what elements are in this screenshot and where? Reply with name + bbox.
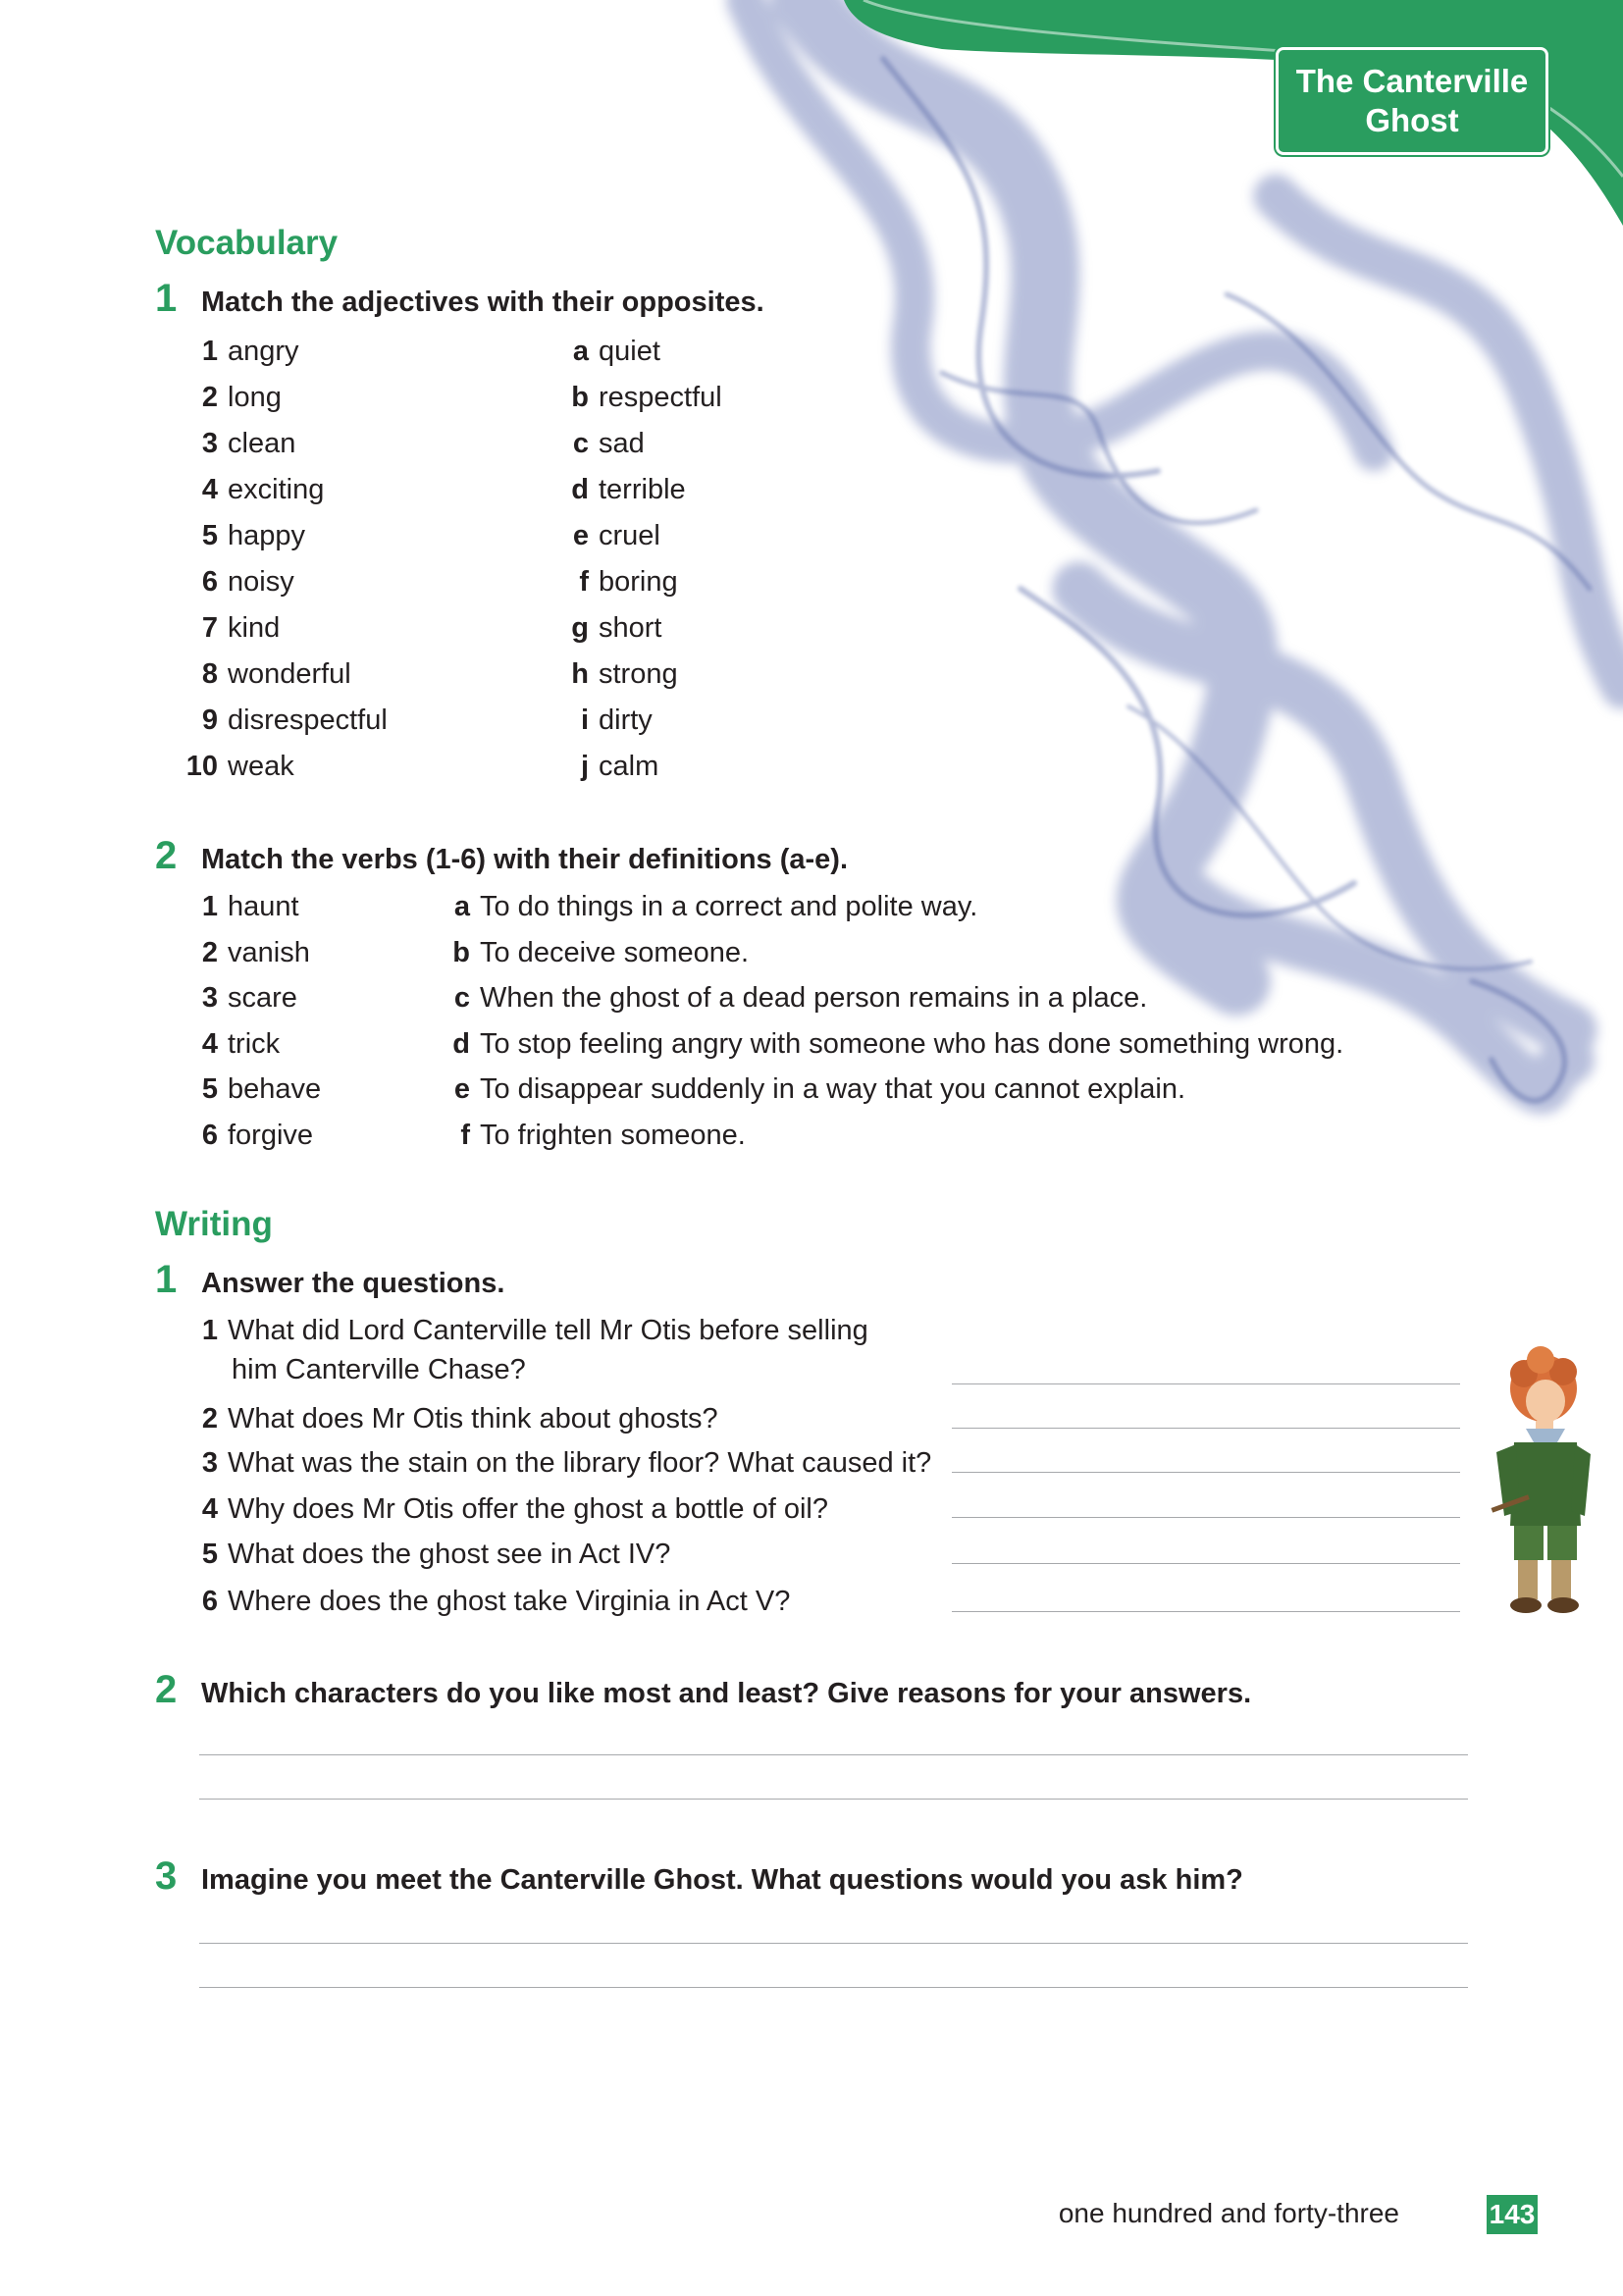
question-item [177,1586,790,1618]
question-item-number: 5 [201,1539,218,1570]
adjective-item-number: 9 [201,704,218,736]
definition-item [446,1120,746,1152]
question-item-number: 1 [201,1315,218,1346]
book-title-line2: Ghost [1365,102,1459,138]
opposite-item [569,704,653,737]
definition-item-text: To frighten someone. [480,1120,746,1151]
definition-item-number: d [452,1027,470,1060]
definition-item-number: c [453,982,470,1015]
answer-line-ex3-1[interactable] [199,1943,1468,1944]
book-title-line1: The Canterville [1295,63,1529,99]
adjective-item-text: wonderful [228,658,351,690]
adjective-item [177,612,280,645]
opposite-item-number: i [580,704,589,736]
adjective-item-text: noisy [228,566,294,598]
adjective-item-number: 8 [201,658,218,690]
definition-item-number: a [453,891,470,922]
adjective-item-text: happy [228,520,306,551]
writing-ex3-number: 3 [155,1854,178,1898]
verb-item-number: 1 [201,891,218,922]
opposite-item-number: h [571,658,589,690]
adjective-item-number: 5 [201,520,218,551]
definition-item [446,1028,1343,1061]
question-item-number: 3 [201,1447,218,1479]
verb-item-text: trick [228,1027,281,1060]
opposite-item-text: cruel [599,520,660,551]
verb-item-number: 2 [201,936,218,968]
adjective-item-text: kind [228,612,281,644]
definition-item [446,937,749,969]
answer-line-ex2-1[interactable] [199,1754,1468,1755]
adjective-item-number: 10 [185,751,218,782]
question-item-text: What did Lord Canterville tell Mr Otis before selling [228,1315,868,1346]
adjective-item-text: angry [228,336,299,367]
definition-item [446,891,977,923]
question-item-number: 2 [201,1403,218,1435]
adjective-item-number: 3 [201,428,218,459]
adjective-item-number: 6 [201,566,218,598]
verb-item-text: haunt [228,891,299,922]
verb-item [177,1073,321,1106]
adjective-item [177,336,299,368]
question-item-text: What does the ghost see in Act IV? [228,1539,671,1570]
definition-item-number: b [452,936,470,968]
verb-item-number: 4 [201,1027,218,1060]
vocabulary-heading: Vocabulary [155,224,339,262]
question-item [177,1315,868,1347]
verb-item [177,1120,313,1152]
opposite-item-number: e [572,520,589,551]
question-item [177,1493,828,1526]
vocab-ex1-instruction: Match the adjectives with their opposites. [201,287,764,318]
vocab-ex2-number: 2 [155,834,178,877]
opposite-item [569,658,678,691]
definition-item [446,982,1147,1015]
writing-heading: Writing [155,1205,273,1243]
page-number-badge: 143 [1487,2195,1538,2234]
verb-item [177,891,299,923]
vocab-ex2-instruction: Match the verbs (1-6) with their definitions (a-e). [201,844,849,875]
definition-item-text: To disappear suddenly in a way that you cannot explain. [480,1073,1186,1106]
adjective-item-number: 4 [201,474,218,505]
question-item-text: What was the stain on the library floor? What caused it? [228,1447,932,1479]
opposite-item-number: a [572,336,589,367]
writing-ex1-instruction: Answer the questions. [201,1268,505,1299]
writing-ex2-instruction: Which characters do you like most and least? Give reasons for your answers. [201,1678,1252,1709]
opposite-item [569,474,686,506]
opposite-item-text: strong [599,658,678,690]
definition-item-number: e [453,1073,470,1106]
writing-ex2-number: 2 [155,1668,178,1711]
definition-item [446,1073,1185,1106]
opposite-item [569,751,658,783]
question-item-text: Why does Mr Otis offer the ghost a bottle of oil? [228,1493,828,1525]
question-item [177,1403,718,1435]
opposite-item-number: d [571,474,589,505]
vocab-ex1-number: 1 [155,277,178,320]
opposite-item-number: j [580,751,589,782]
opposite-item [569,520,660,552]
answer-line[interactable] [952,1563,1460,1564]
answer-line-ex3-2[interactable] [199,1987,1468,1988]
opposite-item-number: g [571,612,589,644]
page-number-words: one hundred and forty-three [1058,2198,1399,2228]
adjective-item [177,704,388,737]
question-item-text: Where does the ghost take Virginia in Act V? [228,1586,791,1617]
opposite-item-text: quiet [599,336,660,367]
adjective-item-number: 1 [201,336,218,367]
writing-ex1-number: 1 [155,1258,178,1301]
opposite-item-number: c [572,428,589,459]
verb-item [177,982,297,1015]
question-item-number: 6 [201,1586,218,1617]
adjective-item [177,566,294,599]
answer-line[interactable] [952,1517,1460,1518]
adjective-item-text: weak [228,751,294,782]
opposite-item [569,428,645,460]
opposite-item-text: calm [599,751,659,782]
definition-item-text: When the ghost of a dead person remains in a place. [480,982,1148,1015]
adjective-item-number: 2 [201,382,218,413]
adjective-item-number: 7 [201,612,218,644]
adjective-item [177,520,305,552]
definition-item-text: To deceive someone. [480,936,750,968]
book-title-badge [1276,47,1548,155]
adjective-item-text: long [228,382,282,413]
definition-item-text: To do things in a correct and polite way. [480,891,978,922]
opposite-item-text: respectful [599,382,722,413]
verb-item-text: behave [228,1073,322,1106]
question-item [177,1539,670,1571]
verb-item-number: 6 [201,1120,218,1151]
adjective-item [177,751,294,783]
opposite-item [569,382,722,414]
writing-ex3-instruction: Imagine you meet the Canterville Ghost. What questions would you ask him? [201,1864,1243,1896]
verb-item [177,937,310,969]
question-item [177,1447,931,1480]
answer-line[interactable] [952,1428,1460,1429]
opposite-item [569,566,678,599]
opposite-item-text: terrible [599,474,686,505]
opposite-item [569,612,661,645]
adjective-item-text: disrespectful [228,704,388,736]
opposite-item-number: f [579,566,589,598]
adjective-item [177,658,351,691]
question-item-text: What does Mr Otis think about ghosts? [228,1403,718,1435]
definition-item-text: To stop feeling angry with someone who has done something wrong. [480,1027,1344,1060]
adjective-item-text: exciting [228,474,325,505]
answer-line[interactable] [952,1472,1460,1473]
opposite-item [569,336,660,368]
opposite-item-text: sad [599,428,645,459]
answer-line[interactable] [952,1611,1460,1612]
verb-item [177,1028,280,1061]
opposite-item-number: b [571,382,589,413]
opposite-item-text: dirty [599,704,653,736]
verb-item-text: forgive [228,1120,314,1151]
opposite-item-text: boring [599,566,678,598]
opposite-item-text: short [599,612,662,644]
question-item-continuation: him Canterville Chase? [232,1354,526,1385]
question-item-number: 4 [201,1493,218,1525]
adjective-item [177,382,282,414]
verb-item-number: 3 [201,982,218,1015]
verb-item-text: scare [228,982,297,1015]
adjective-item-text: clean [228,428,296,459]
adjective-item [177,474,324,506]
boy-character-illustration [1487,1344,1595,1619]
answer-line[interactable] [952,1383,1460,1384]
definition-item-number: f [460,1120,470,1151]
adjective-item [177,428,295,460]
answer-line-ex2-2[interactable] [199,1799,1468,1800]
verb-item-text: vanish [228,936,310,968]
verb-item-number: 5 [201,1073,218,1106]
